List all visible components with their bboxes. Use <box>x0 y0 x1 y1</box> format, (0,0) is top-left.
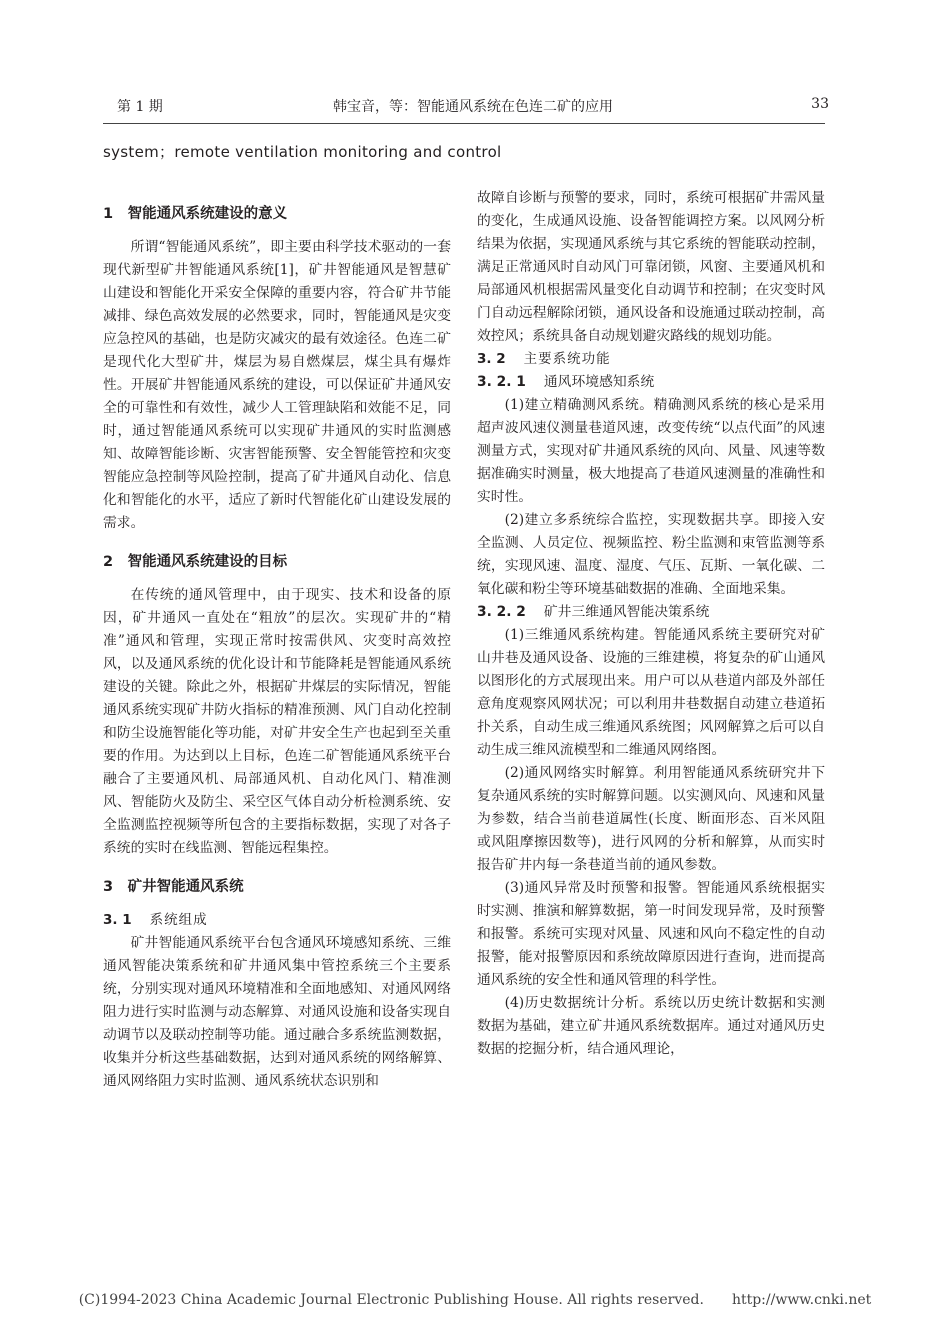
paragraph-2: (2)建立多系统综合监控，实现数据共享。即接入安全监测、人员定位、视频监控、粉尘监测和束管监测等系统，实现风速、温度、湿度、气压、瓦斯、一氧化碳、二氧化碳和粉尘等环境基础数据的准确、全面地采集。 <box>477 512 825 597</box>
section-number: 3. 2. 2 <box>477 604 526 620</box>
section-3-heading: 3 矿井智能通风系统 <box>103 879 244 895</box>
right-column <box>477 187 825 1061</box>
section-1-paragraph: 所谓“智能通风系统”，即主要由科学技术驱动的一套现代新型矿井智能通风系统[1]，矿井智能通风是智慧矿山建设和智能化开采安全保障的重要内容，符合矿井节能减排、绿色高效发展的必然要求，同时，智能通风是灾变应急控风的基础，也是防灾减灾的最有效途径。色连二矿是现代化大型矿井，煤层为易自燃煤层，煤尘具有爆炸性。开展矿井智能通风系统的建设，可以保证矿井通风安全的可靠性和有效性，减少人工管理缺陷和效能不足，同时，通过智能通风系统可以实现矿井通风的实时监测感知、故障智能诊断、灾害智能预警、安全智能管控和灾变智能应急控制等风险控制，提高了矿井通风自动化、信息化和智能化的水平，适应了新时代智能化矿山建设发展的需求。 <box>103 239 451 531</box>
section-2-paragraph: 在传统的通风管理中，由于现实、技术和设备的原因，矿井通风一直处在“粗放”的层次。实现矿井的“精准”通风和管理，实现正常时按需供风、灾变时高效控风，以及通风系统的优化设计和节能降耗是智能通风系统建设的关键。除此之外，根据矿井煤层的实际情况，智能通风系统实现矿井防火指标的精准预测、风门自动化控制和防尘设施智能化等功能，对矿井安全生产也起到至关重要的作用。为达到以上目标，色连二矿智能通风系统平台融合了主要通风机、局部通风机、自动化风门、精准测风、智能防火及防尘、采空区气体自动分析检测系统、安全监测监控视频等所包含的主要指标数据，实现了对各子系统的实时在线监测、智能远程集控。 <box>103 587 451 856</box>
section-number: 3. 1 <box>103 912 132 928</box>
continued-paragraph: 故障自诊断与预警的要求，同时，系统可根据矿井需风量的变化，生成通风设施、设备智能调控方案。以风网分析结果为依据，实现通风系统与其它系统的智能联动控制，满足正常通风时自动风门可靠闭锁，风窗、主要通风机和局部通风机根据需风量变化自动调节和控制；在灾变时风门自动远程解除闭锁，通风设备和设施通过联动控制，高效控风；系统具备自动规划避灾路线的规划功能。 <box>477 190 825 344</box>
paragraph-1: (1)建立精确测风系统。精确测风系统的核心是采用超声波风速仪测量巷道风速，改变传统“以点代面”的风速测量方式，实现对矿井通风系统的风向、风量、风速等数据准确实时测量，极大地提高了巷道风速测量的准确性和实时性。 <box>477 397 825 505</box>
section-1-heading: 1 智能通风系统建设的意义 <box>103 206 288 222</box>
running-title: 韩宝音，等：智能通风系统在色连二矿的应用 <box>333 99 613 115</box>
section-3-2-1-heading <box>477 371 825 394</box>
section-3-2-heading <box>477 348 825 371</box>
section-title: 矿井三维通风智能决策系统 <box>543 604 710 620</box>
section-title: 通风环境感知系统 <box>543 374 655 390</box>
section-number: 3. 2 <box>477 351 506 367</box>
section-3-2-2-heading <box>477 601 825 624</box>
paragraph-2: (2)通风网络实时解算。利用智能通风系统研究井下复杂通风系统的实时解算问题。以实测风向、风速和风量为参数，结合当前巷道属性(长度、断面形态、百米风阻或风阻摩擦因数等)，进行风网的分析和解算，从而实时报告矿井内每一条巷道当前的通风参数。 <box>477 765 825 873</box>
section-number: 3. 2. 1 <box>477 374 526 390</box>
paragraph-3: (3)通风异常及时预警和报警。智能通风系统根据实时实测、推演和解算数据，第一时间发现异常，及时预警和报警。系统可实现对风量、风速和风向不稳定性的自动报警，能对报警原因和系统故障原因进行查询，进而提高通风系统的安全性和通风管理的科学性。 <box>477 880 825 988</box>
section-title: 主要系统功能 <box>523 351 611 367</box>
paragraph-4: (4)历史数据统计分析。系统以历史统计数据和实测数据为基础，建立矿井通风系统数据库。通过对通风历史数据的挖掘分析，结合通风理论， <box>477 995 825 1057</box>
section-3-1-heading <box>103 909 451 932</box>
running-header <box>117 96 829 118</box>
header-rule <box>103 123 825 124</box>
section-3-1-paragraph: 矿井智能通风系统平台包含通风环境感知系统、三维通风智能决策系统和矿井通风集中管控系统三个主要系统，分别实现对通风环境精准和全面地感知、对通风网络阻力进行实时监测与动态解算、对通风设施和设备实现自动调节以及联动控制等功能。通过融合多系统监测数据，收集并分析这些基础数据，达到对通风系统的网络解算、通风网络阻力实时监测、通风系统状态识别和 <box>103 935 451 1089</box>
section-title: 系统组成 <box>149 912 208 928</box>
issue-label: 第 1 期 <box>117 99 163 115</box>
page-number: 33 <box>811 96 829 112</box>
paragraph-1: (1)三维通风系统构建。智能通风系统主要研究对矿山井巷及通风设备、设施的三维建模，将复杂的矿山通风以图形化的方式展现出来。用户可以从巷道内部及外部任意角度观察风网状况；可以利用井巷数据自动建立巷道拓扑关系，自动生成三维通风系统图；风网解算之后可以自动生成三维风流模型和二维通风网络图。 <box>477 627 825 758</box>
section-2-heading: 2 智能通风系统建设的目标 <box>103 554 288 570</box>
copyright-footer: (C)1994-2023 China Academic Journal Electronic Publishing House. All rights reserved. http://www.cnki.net <box>78 1292 872 1308</box>
left-column <box>103 203 451 1093</box>
keywords-tail: system；remote ventilation monitoring and control <box>103 143 502 161</box>
